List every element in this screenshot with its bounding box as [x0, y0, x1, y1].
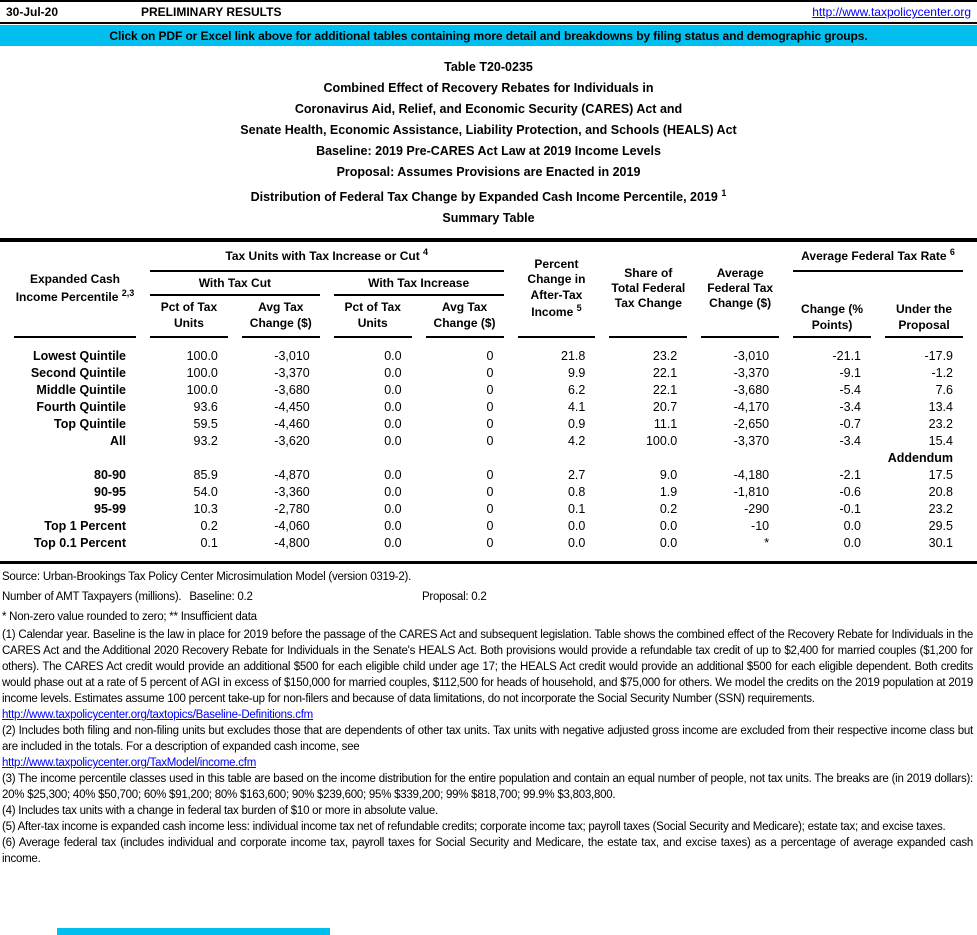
title-block	[0, 57, 977, 229]
addendum-row	[14, 450, 963, 467]
cell: -4,460	[274, 417, 310, 432]
cell: 0	[486, 383, 494, 398]
cell: -3.4	[839, 434, 861, 449]
row-label: Top 1 Percent	[44, 519, 126, 534]
cell: -0.6	[839, 485, 861, 500]
table-row	[14, 365, 963, 382]
cell: 0.0	[384, 383, 402, 398]
cell: 23.2	[652, 349, 678, 364]
cell: 0.2	[659, 502, 678, 517]
cell: 9.0	[659, 468, 678, 483]
footnote-5: (5) After-tax income is expanded cash income less: individual income tax net of refundable credits; corporate income tax; payroll taxes (Social Security and Medicare); estate tax; and excise taxes.	[2, 821, 946, 834]
cell: 0.0	[384, 349, 402, 364]
cell: -3,370	[274, 366, 310, 381]
cell: -4,870	[274, 468, 310, 483]
footnote-4: (4) Includes tax units with a change in federal tax burden of $10 or more in absolute value.	[2, 805, 438, 818]
cell: 10.3	[193, 502, 218, 517]
cell: -1,810	[733, 485, 770, 500]
cell: -3,010	[733, 349, 770, 364]
distribution-text: Distribution of Federal Tax Change by Expanded Cash Income Percentile, 2019	[250, 190, 718, 205]
cell: 0.1	[200, 536, 218, 551]
row-label: Lowest Quintile	[32, 349, 126, 364]
cell: 4.2	[567, 434, 586, 449]
cell: -5.4	[839, 383, 861, 398]
cell: 0	[486, 349, 494, 364]
footnote-3: (3) The income percentile classes used in this table are based on the income distribution for the entire population and contain an equal number of people, not tax units. The breaks are (in 2019 dollars): 20% $25,300; 40% $50,700; 60% $91,200; 80% $163,600; 90% $239,600; 95% $339,200; 99% $818,700; 99.9% $3,803,800.	[2, 773, 973, 802]
cell: 85.9	[193, 468, 218, 483]
cell: 0.0	[843, 519, 861, 534]
cell: -0.1	[839, 502, 861, 517]
baseline-definitions-link[interactable]: http://www.taxpolicycenter.org/taxtopics/Baseline-Definitions.cfm	[2, 709, 314, 722]
amt-taxpayers-note	[2, 587, 973, 607]
source-note: Source: Urban-Brookings Tax Policy Center Microsimulation Model (version 0319-2).	[2, 571, 412, 584]
col-header-pct-units-cut: Pct of Tax Units	[150, 296, 228, 338]
cell: -3,680	[733, 383, 770, 398]
asterisk-note: * Non-zero value rounded to zero; ** Insufficient data	[2, 611, 257, 624]
cell: 100.0	[186, 349, 218, 364]
title-line: Combined Effect of Recovery Rebates for Individuals in	[323, 81, 654, 95]
table-row	[14, 382, 963, 399]
cell: 21.8	[561, 349, 586, 364]
col-header-rate-change: Change (% Points)	[793, 272, 871, 338]
row-label: Second Quintile	[30, 366, 126, 381]
cell: 54.0	[193, 485, 218, 500]
cell: 29.5	[928, 519, 953, 534]
row-label: 95-99	[94, 502, 126, 517]
amt-baseline: Baseline: 0.2	[189, 591, 253, 604]
table-row	[14, 433, 963, 450]
cell: 0.0	[843, 536, 861, 551]
header-row-subgroups	[14, 272, 963, 296]
superscript: 5	[576, 303, 582, 314]
table-row	[14, 399, 963, 416]
cell: 0.0	[384, 485, 402, 500]
baseline-line: Baseline: 2019 Pre-CARES Act Law at 2019 Income Levels	[316, 144, 661, 158]
cell: *	[764, 536, 770, 551]
row-label: All	[110, 434, 126, 449]
cell: 2.7	[567, 468, 586, 483]
cell: 0	[486, 485, 494, 500]
footnotes	[0, 564, 977, 867]
table-row	[14, 484, 963, 501]
summary-table-label: Summary Table	[442, 211, 535, 226]
cell: -1.2	[931, 366, 953, 381]
addendum-label: Addendum	[887, 451, 953, 466]
col-header-text: Average Federal Tax Rate	[801, 248, 947, 263]
cell: -4,060	[274, 519, 310, 534]
cell: 0	[486, 434, 494, 449]
cell: 0.0	[384, 366, 402, 381]
cell: 6.2	[567, 383, 586, 398]
cell: 30.1	[928, 536, 953, 551]
cell: -3,370	[733, 366, 770, 381]
cell: 4.1	[567, 400, 586, 415]
cell: 22.1	[652, 383, 678, 398]
cell: 7.6	[935, 383, 953, 398]
cell: 23.2	[928, 417, 953, 432]
col-header-pct-change-after-tax	[518, 242, 596, 338]
title-line: Senate Health, Economic Assistance, Liability Protection, and Schools (HEALS) Act	[240, 123, 737, 137]
page-header	[0, 0, 977, 24]
cell: 0	[486, 502, 494, 517]
cell: -4,170	[733, 400, 770, 415]
cell: -4,180	[733, 468, 770, 483]
table-number: Table T20-0235	[444, 60, 533, 74]
cell: 0	[486, 468, 494, 483]
cell: 11.1	[653, 417, 678, 432]
cell: 0.2	[200, 519, 218, 534]
cell: -3.4	[839, 400, 861, 415]
cell: -2.1	[839, 468, 861, 483]
cell: 0.0	[567, 536, 586, 551]
cell: 0.9	[567, 417, 586, 432]
cell: 0	[486, 400, 494, 415]
cell: 9.9	[567, 366, 586, 381]
cell: -4,800	[274, 536, 310, 551]
col-group-with-tax-cut: With Tax Cut	[150, 272, 320, 296]
taxpolicycenter-link[interactable]: http://www.taxpolicycenter.org	[812, 5, 971, 19]
cell: 20.7	[652, 400, 678, 415]
income-definition-link[interactable]: http://www.taxpolicycenter.org/TaxModel/income.cfm	[2, 757, 257, 770]
col-header-avg-federal-tax-change: Average Federal Tax Change ($)	[701, 242, 779, 338]
cell: 0	[486, 417, 494, 432]
cell: 0.0	[384, 536, 402, 551]
cell: 1.9	[659, 485, 678, 500]
col-header-avg-change-cut: Avg Tax Change ($)	[242, 296, 320, 338]
col-header-text: Expanded Cash Income Percentile	[15, 272, 121, 304]
row-label: 80-90	[94, 468, 126, 483]
cell: 0.0	[659, 519, 678, 534]
col-header-share-of-total: Share of Total Federal Tax Change	[609, 242, 687, 338]
col-header-avg-change-inc: Avg Tax Change ($)	[426, 296, 504, 338]
cell: -3,360	[274, 485, 310, 500]
row-label: Fourth Quintile	[36, 400, 126, 415]
summary-table	[0, 238, 977, 564]
cell: 0.0	[384, 519, 402, 534]
proposal-line: Proposal: Assumes Provisions are Enacted in 2019	[336, 165, 641, 179]
table-row	[14, 501, 963, 518]
table-row	[14, 467, 963, 484]
footnote-6: (6) Average federal tax (includes individual and corporate income tax, payroll taxes for Social Security and Medicare, the estate tax, and excise taxes) as a percentage of average expanded cash income.	[2, 837, 973, 866]
cell: -9.1	[839, 366, 861, 381]
report-date: 30-Jul-20	[6, 5, 59, 19]
cell: 0.0	[384, 417, 402, 432]
info-banner: Click on PDF or Excel link above for additional tables containing more detail and breakdowns by filing status and demographic groups.	[0, 25, 977, 46]
cell: 0.0	[384, 468, 402, 483]
cell: 0	[486, 536, 494, 551]
cell: 17.5	[928, 468, 953, 483]
amt-label: Number of AMT Taxpayers (millions).	[2, 591, 182, 604]
superscript: 1	[721, 188, 727, 198]
cell: -3,010	[274, 349, 310, 364]
row-label: Top Quintile	[54, 417, 126, 432]
cell: -3,620	[274, 434, 310, 449]
cell: 0.0	[567, 519, 586, 534]
cell: 15.4	[928, 434, 953, 449]
cell: 0.8	[567, 485, 586, 500]
superscript: 4	[423, 246, 429, 257]
cell: 100.0	[186, 366, 218, 381]
cell: -3,370	[733, 434, 770, 449]
cell: 93.2	[193, 434, 218, 449]
table-row	[14, 338, 963, 365]
footnote-1: (1) Calendar year. Baseline is the law in place for 2019 before the passage of the CARES Act and subsequent legislation. Table shows the combined effect of the Recovery Rebate for Individuals in the CARES Act and the Additional 2020 Recovery Rebate for Individuals in the Senate's HEALS Act. Both provisions would provide a refundable tax credit of up to $2,400 for married couples ($1,200 for others). The CARES Act credit would provide an additional $500 for each eligible child under age 17; the HEALS Act credit would provide an additional $500 for each eligible dependent. Both credits would phase out at a rate of 5 percent of AGI in excess of $150,000 for married couples, $112,500 for heads of household, and $75,000 for others. We model the credits on the 2019 population at 2019 income levels. Estimates assume 100 percent take-up for non-filers and because of data limitations, do not incorporate the Social Security Number (SSN) requirements.	[2, 629, 973, 706]
row-label: Middle Quintile	[36, 383, 126, 398]
cell: 0	[486, 519, 494, 534]
cell: 0.0	[384, 434, 402, 449]
cell: 13.4	[928, 400, 953, 415]
col-group-tax-units	[150, 242, 504, 272]
cell: -10	[751, 519, 770, 534]
superscript: 6	[949, 246, 955, 257]
cell: 59.5	[193, 417, 218, 432]
cell: 0.0	[659, 536, 678, 551]
cell: -2,780	[274, 502, 310, 517]
header-row-groups	[14, 242, 963, 272]
col-header-pct-units-inc: Pct of Tax Units	[334, 296, 412, 338]
table-row	[14, 535, 963, 561]
table-row	[14, 518, 963, 535]
footnote-2: (2) Includes both filing and non-filing units but excludes those that are dependents of other tax units. Tax units with negative adjusted gross income are excluded from their respective income class but are included in the totals. For a description of expanded cash income, see	[2, 725, 973, 754]
cell: -17.9	[924, 349, 953, 364]
cell: -0.7	[839, 417, 861, 432]
col-header-text: Tax Units with Tax Increase or Cut	[225, 248, 420, 263]
cell: 100.0	[186, 383, 218, 398]
col-header-text: Percent Change in After-Tax Income	[527, 256, 586, 320]
cell: -21.1	[832, 349, 861, 364]
bottom-banner-fragment	[57, 928, 330, 935]
cell: 0.1	[567, 502, 586, 517]
cell: 20.8	[928, 485, 953, 500]
distribution-line	[0, 183, 977, 208]
cell: 93.6	[193, 400, 218, 415]
superscript: 2,3	[121, 287, 135, 298]
cell: 0.0	[384, 400, 402, 415]
cell: -290	[744, 502, 770, 517]
cell: -2,650	[733, 417, 770, 432]
cell: 100.0	[645, 434, 678, 449]
col-group-with-tax-increase: With Tax Increase	[334, 272, 504, 296]
table-row	[14, 416, 963, 433]
amt-proposal: Proposal: 0.2	[422, 591, 487, 604]
col-header-rate-under-proposal: Under the Proposal	[885, 272, 963, 338]
cell: 0.0	[384, 502, 402, 517]
cell: -4,450	[274, 400, 310, 415]
cell: 0	[486, 366, 494, 381]
cell: -3,680	[274, 383, 310, 398]
col-group-avg-federal-tax-rate	[793, 242, 963, 272]
cell: 22.1	[652, 366, 678, 381]
row-label: Top 0.1 Percent	[33, 536, 126, 551]
preliminary-results-label: PRELIMINARY RESULTS	[141, 5, 282, 19]
cell: 23.2	[928, 502, 953, 517]
title-line: Coronavirus Aid, Relief, and Economic Security (CARES) Act and	[294, 102, 683, 116]
row-label: 90-95	[94, 485, 126, 500]
col-header-percentile	[14, 242, 136, 338]
